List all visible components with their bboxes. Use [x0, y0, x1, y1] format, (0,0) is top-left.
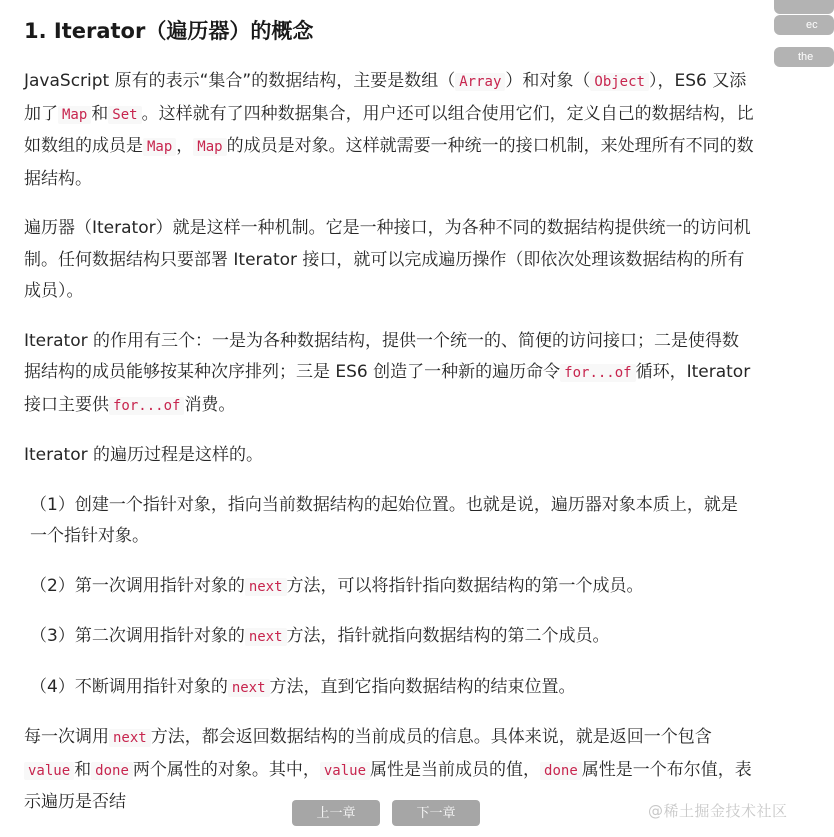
paragraph-next-result: 每一次调用 next 方法，都会返回数据结构的当前成员的信息。具体来说，就是返回一个包含value 和 done 两个属性的对象。其中， value 属性是当前成员的值， done 属性是一个布尔值，表示遍历是否结 [24, 727, 752, 812]
code-map: Map [58, 106, 91, 124]
paragraph-iterator-definition: 遍历器（Iterator）就是这样一种机制。它是一种接口，为各种不同的数据结构提供统一的访问机制。任何数据结构只要部署 Iterator 接口，就可以完成遍历操作（即依次处理该数据结构的所有成员）。 [24, 218, 751, 301]
code-value: value [24, 762, 74, 780]
article-content [24, 14, 754, 837]
code-map: Map [143, 138, 176, 156]
code-done: done [91, 762, 133, 780]
paragraph-iterator-roles: Iterator 的作用有三个：一是为各种数据结构，提供一个统一的、简便的访问接口；二是使得数据结构的成员能够按某种次序排列；三是 ES6 创造了一种新的遍历命令 for...of 循环，Iterator 接口主要供 for...of 消费。 [24, 330, 751, 415]
code-next: next [109, 729, 151, 747]
side-tab-the[interactable]: the [774, 47, 834, 67]
code-next: next [245, 578, 287, 596]
code-array: Array [455, 73, 505, 91]
paragraph-process-intro: Iterator 的遍历过程是这样的。 [24, 445, 264, 465]
code-for-of: for...of [109, 397, 184, 415]
code-for-of: for...of [560, 364, 635, 382]
code-done: done [540, 762, 582, 780]
side-tab-ec[interactable]: ec [774, 15, 834, 35]
paragraph-collections: JavaScript 原有的表示“集合”的数据结构，主要是数组（ Array ）和对象（ Object ），ES6 又添加了 Map 和 Set 。这样就有了四种数据集合，用户还可以组合使用它们，定义自己的数据结构，比如数组的成员是 Map ， Map 的成员是对象。这样就需要一种统一的接口机制，来处理所有不同的数据结构。 [24, 71, 754, 189]
code-object: Object [590, 73, 649, 91]
step-1: （1）创建一个指针对象，指向当前数据结构的起始位置。也就是说，遍历器对象本质上，就是一个指针对象。 [30, 494, 738, 546]
prev-chapter-button[interactable]: 上一章 [292, 800, 380, 826]
step-4: （4）不断调用指针对象的 next 方法，直到它指向数据结构的结束位置。 [30, 676, 576, 697]
side-tab-top[interactable] [774, 0, 834, 14]
code-set: Set [108, 106, 141, 124]
section-title: 1. Iterator（遍历器）的概念 [24, 19, 314, 43]
code-next: next [245, 628, 287, 646]
code-value: value [320, 762, 370, 780]
code-next: next [228, 679, 270, 697]
next-chapter-button[interactable]: 下一章 [392, 800, 480, 826]
code-map: Map [193, 138, 226, 156]
step-2: （2）第一次调用指针对象的 next 方法，可以将指针指向数据结构的第一个成员。 [30, 575, 644, 596]
step-3: （3）第二次调用指针对象的 next 方法，指针就指向数据结构的第二个成员。 [30, 626, 610, 646]
watermark: @稀土掘金技术社区 [648, 802, 788, 820]
